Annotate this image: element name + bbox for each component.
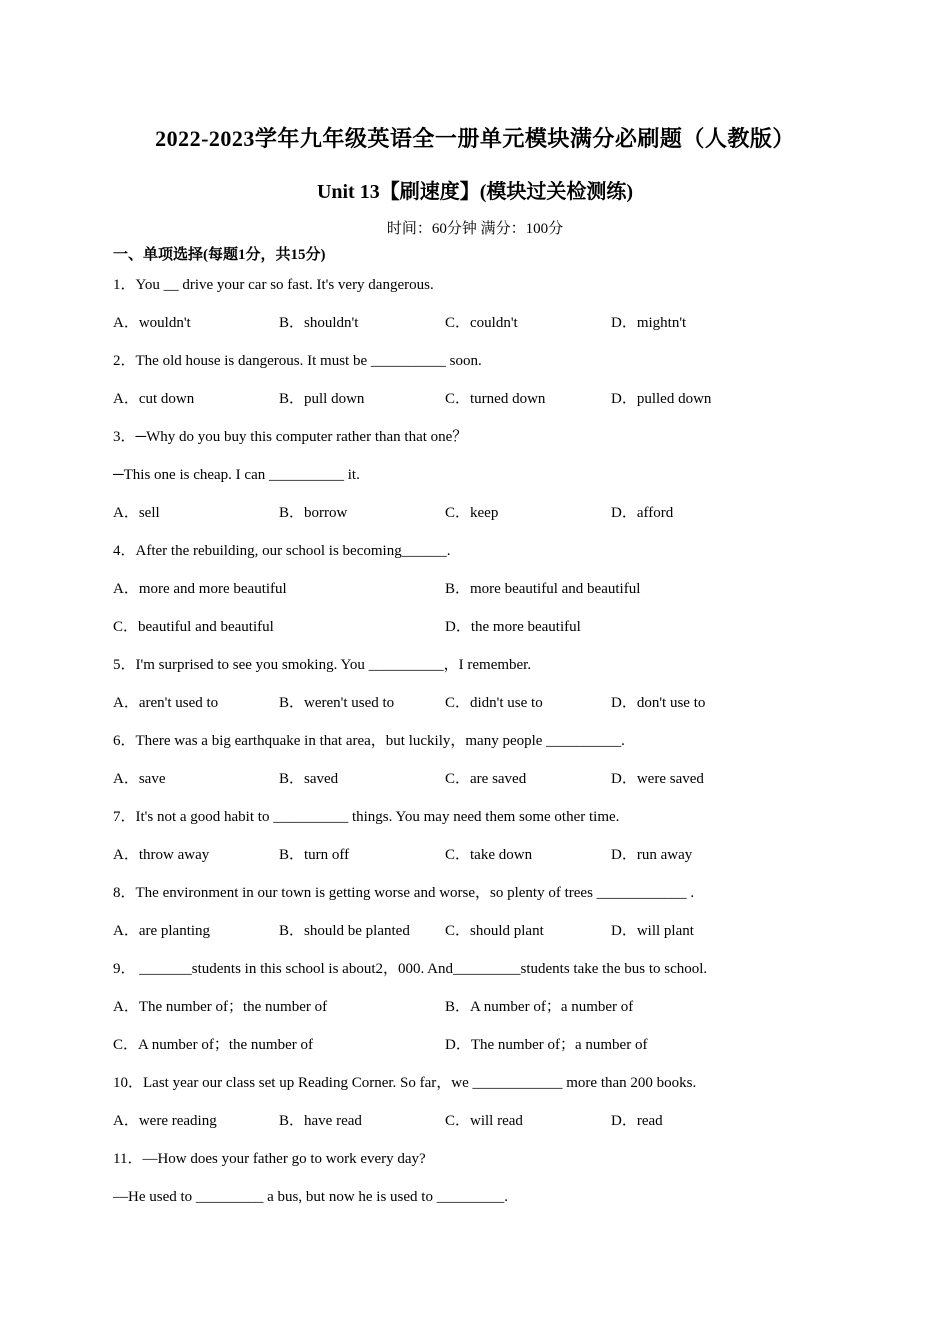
section-heading: 一、单项选择(每题1分，共15分) (113, 247, 326, 263)
option-d: D．run away (611, 847, 693, 863)
option-c: C．didn't use to (445, 695, 543, 711)
options-row (113, 845, 843, 883)
option-d: D．the more beautiful (445, 619, 581, 635)
option-b: B．borrow (279, 505, 348, 521)
options-row (113, 579, 843, 617)
option-d: D．pulled down (611, 391, 712, 407)
option-b: B．turn off (279, 847, 350, 863)
option-d: D．read (611, 1113, 663, 1129)
options-row (113, 617, 843, 655)
options-row (113, 503, 843, 541)
option-d: D．don't use to (611, 695, 706, 711)
option-d: D．The number of；a number of (445, 1037, 648, 1053)
options-row (113, 693, 843, 731)
options-row (113, 313, 843, 351)
option-c: C．take down (445, 847, 533, 863)
option-b: B．should be planted (279, 923, 410, 939)
option-b: B．pull down (279, 391, 365, 407)
options-row (113, 389, 843, 427)
option-a: A．more and more beautiful (113, 581, 287, 597)
options-row (113, 769, 843, 807)
question-stem: 8．The environment in our town is getting worse and worse，so plenty of trees ____________ . (113, 885, 695, 901)
option-d: D．were saved (611, 771, 704, 787)
option-c: C．beautiful and beautiful (113, 619, 274, 635)
option-a: A．throw away (113, 847, 210, 863)
options-row (113, 921, 843, 959)
question-stem: 10．Last year our class set up Reading Corner. So far，we ____________ more than 200 books. (113, 1075, 697, 1091)
page-subtitle: Unit 13【刷速度】(模块过关检测练) (316, 181, 634, 203)
question-stem-continued: ─This one is cheap. I can __________ it. (113, 467, 360, 483)
option-b: B．saved (279, 771, 339, 787)
option-c: C．should plant (445, 923, 544, 939)
question-stem: 7．It's not a good habit to __________ things. You may need them some other time. (113, 809, 620, 825)
question-list (113, 275, 843, 1225)
option-b: B．weren't used to (279, 695, 395, 711)
question-stem: 6．There was a big earthquake in that area，but luckily，many people __________. (113, 733, 625, 749)
option-b: B．more beautiful and beautiful (445, 581, 641, 597)
question-stem: 4．After the rebuilding, our school is becoming______. (113, 543, 451, 559)
option-d: D．will plant (611, 923, 694, 939)
options-row (113, 997, 843, 1035)
option-b: B．have read (279, 1113, 362, 1129)
question-stem-continued: —He used to _________ a bus, but now he is used to _________. (113, 1189, 508, 1205)
option-c: C．turned down (445, 391, 546, 407)
option-c: C．are saved (445, 771, 527, 787)
exam-info: 时间：60分钟 满分：100分 (386, 221, 564, 237)
option-a: A．The number of；the number of (113, 999, 328, 1015)
option-a: A．are planting (113, 923, 211, 939)
option-b: B．shouldn't (279, 315, 359, 331)
question-stem: 2．The old house is dangerous. It must be __________ soon. (113, 353, 482, 369)
options-row (113, 1035, 843, 1073)
question-stem: 3．─Why do you buy this computer rather than that one？ (113, 429, 468, 445)
page-title: 2022-2023学年九年级英语全一册单元模块满分必刷题（人教版） (155, 126, 795, 151)
option-d: D．mightn't (611, 315, 687, 331)
option-c: C．will read (445, 1113, 523, 1129)
option-a: A．aren't used to (113, 695, 219, 711)
question-stem: 9． _______students in this school is about2，000. And_________students take the bus to school. (113, 961, 708, 977)
question-stem: 1．You __ drive your car so fast. It's very dangerous. (113, 277, 434, 293)
option-c: C．couldn't (445, 315, 518, 331)
options-row (113, 1111, 843, 1149)
option-b: B．A number of；a number of (445, 999, 634, 1015)
option-a: A．were reading (113, 1113, 217, 1129)
option-a: A．sell (113, 505, 160, 521)
option-a: A．wouldn't (113, 315, 191, 331)
option-d: D．afford (611, 505, 674, 521)
question-stem: 11．—How does your father go to work every day? (113, 1151, 426, 1167)
option-c: C．A number of；the number of (113, 1037, 313, 1053)
question-stem: 5．I'm surprised to see you smoking. You __________，I remember. (113, 657, 532, 673)
option-c: C．keep (445, 505, 499, 521)
option-a: A．save (113, 771, 166, 787)
option-a: A．cut down (113, 391, 195, 407)
